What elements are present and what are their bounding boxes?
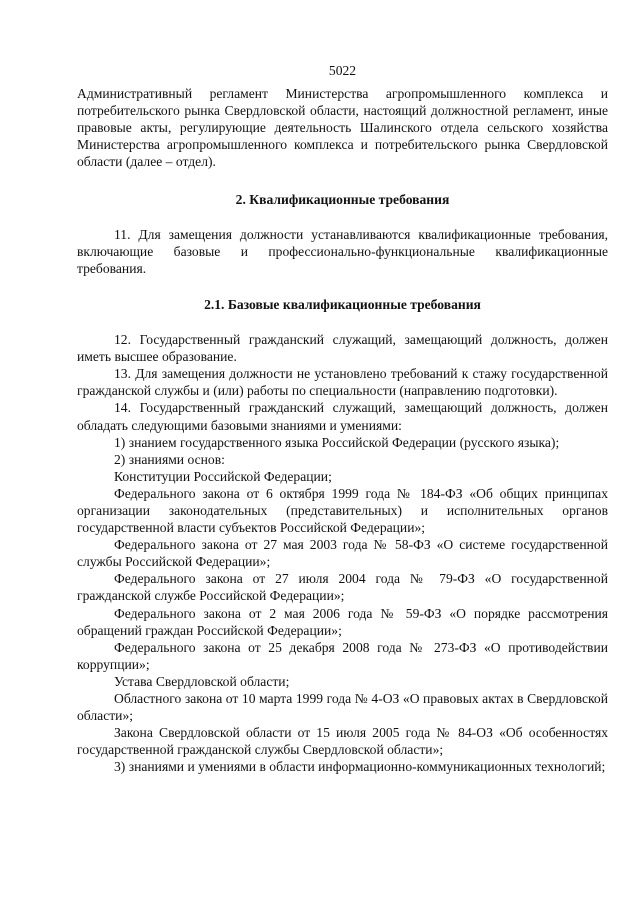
law-79-fz: Федерального закона от 27 июля 2004 года № 79-ФЗ «О государственной гражданской службе Российской Федерации»; (77, 571, 608, 604)
law-58-fz: Федерального закона от 27 мая 2003 года № 58-ФЗ «О системе государственной службы Российской Федерации»; (77, 537, 608, 570)
law-273-fz: Федерального закона от 25 декабря 2008 года № 273-ФЗ «О противодействии коррупции»; (77, 639, 608, 672)
section-2-heading: 2. Квалификационные требования (235, 191, 450, 207)
list-item-3: 3) знаниями и умениями в области информационно-коммуникационных технологий; (114, 759, 606, 775)
paragraph-12: 12. Государственный гражданский служащий, замещающий должность, должен иметь высшее образование. (77, 332, 608, 365)
law-184-fz: Федерального закона от 6 октября 1999 года № 184-ФЗ «Об общих принципах организации законодательных (представительных) и исполнительных органов государственной власти субъектов Российской Федерации»; (77, 485, 608, 536)
list-item-2: 2) знаниями основ: (114, 451, 225, 467)
intro-paragraph: Административный регламент Министерства агропромышленного комплекса и потребительского рынка Свердловской области, настоящий должностной регламент, иные правовые акты, регулирующие деятельность Шалинского отдела сельского хозяйства Министерства агропромышленного комплекса и потребительского рынка Свердловской области (далее – отдел). (77, 86, 608, 170)
law-constitution: Конституции Российской Федерации; (114, 468, 332, 484)
list-item-1: 1) знанием государственного языка Российской Федерации (русского языка); (114, 434, 560, 450)
paragraph-11: 11. Для замещения должности устанавливаются квалификационные требования, включающие базовые и профессионально-функциональные квалификационные требования. (77, 226, 608, 276)
charter-sverdlovsk: Устава Свердловской области; (114, 673, 290, 689)
page-number: 5022 (328, 63, 357, 78)
section-2-1-heading: 2.1. Базовые квалификационные требования (204, 296, 481, 312)
law-59-fz: Федерального закона от 2 мая 2006 года № 59-ФЗ «О порядке рассмотрения обращений граждан Российской Федерации»; (77, 605, 608, 638)
law-84-oz: Закона Свердловской области от 15 июля 2005 года № 84-ОЗ «Об особенностях государственной гражданской службы Свердловской области»; (77, 725, 608, 758)
paragraph-13: 13. Для замещения должности не установлено требований к стажу государственной гражданской службы и (или) работы по специальности (направлению подготовки). (77, 366, 608, 399)
law-4-oz: Областного закона от 10 марта 1999 года № 4-ОЗ «О правовых актах в Свердловской области»; (77, 691, 608, 724)
paragraph-14: 14. Государственный гражданский служащий, замещающий должность, должен обладать следующими базовыми знаниями и умениями: (77, 400, 608, 433)
